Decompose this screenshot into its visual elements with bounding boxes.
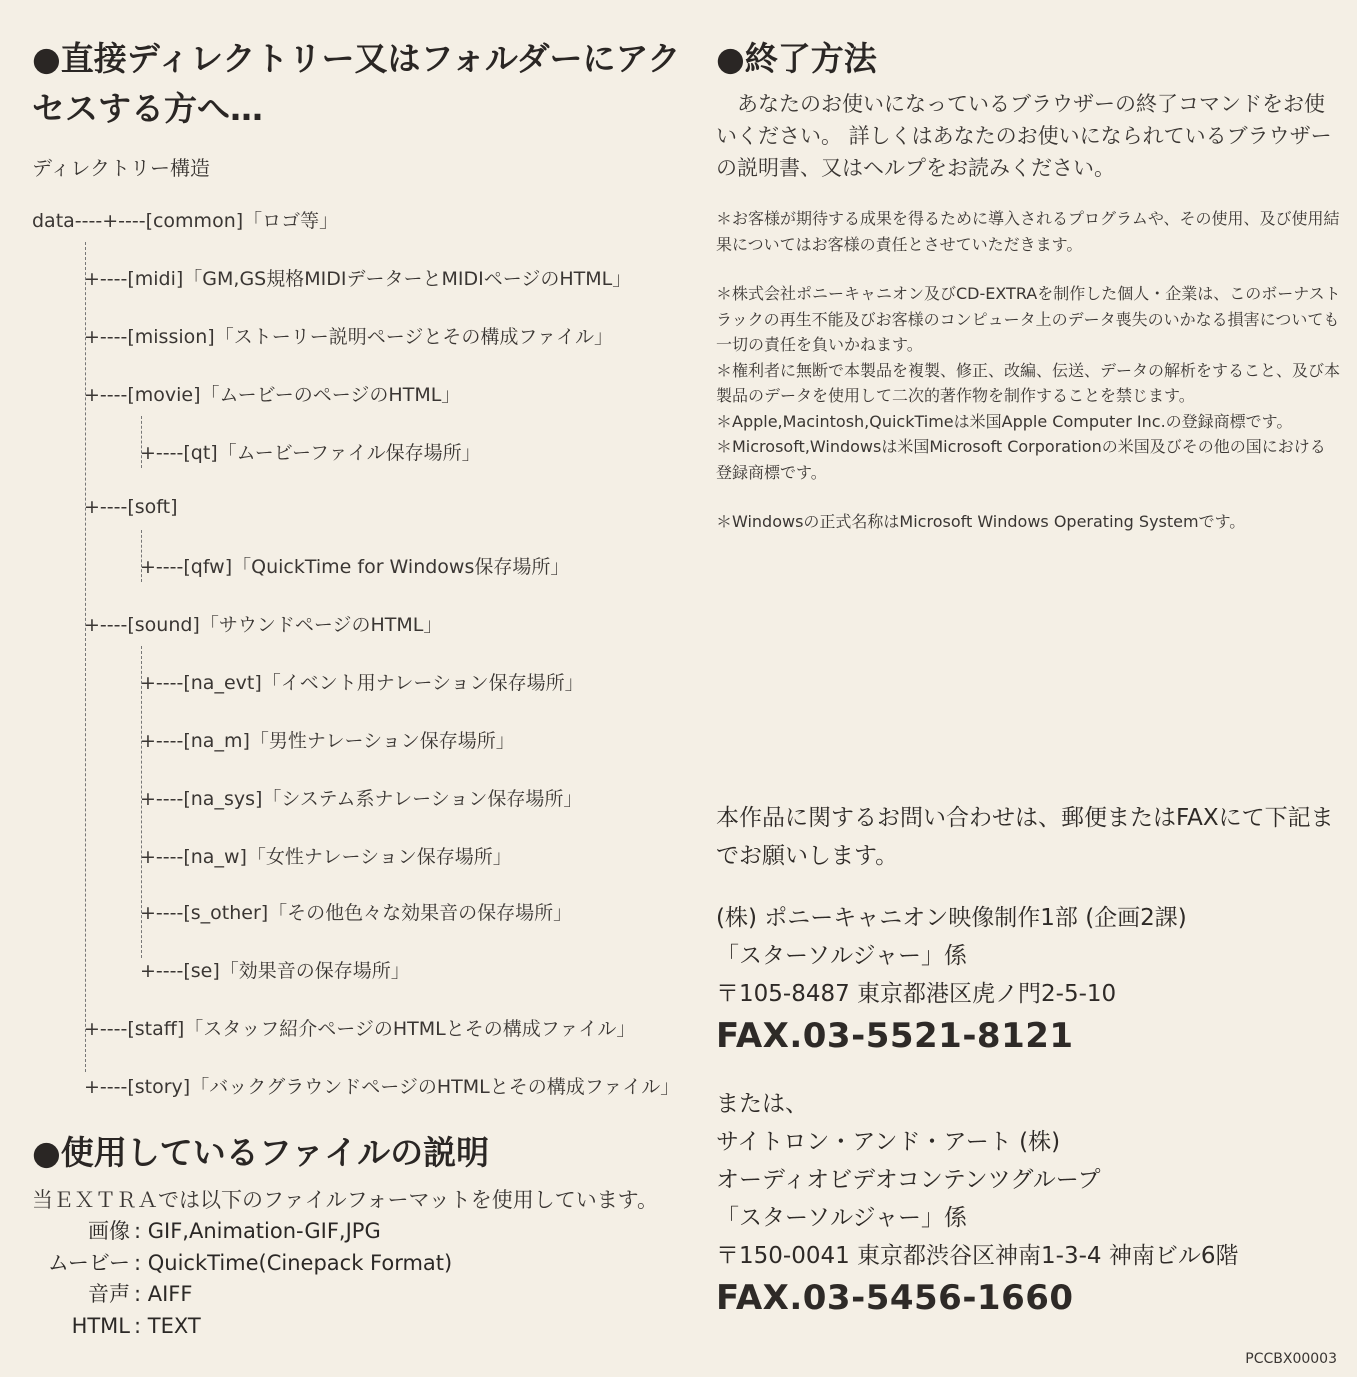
or-text: または、: [716, 1091, 808, 1117]
note-item: ＊Microsoft,Windowsは米国Microsoft Corporationの米国及びその他の国における登録商標です。: [716, 437, 1326, 482]
product-code: PCCBX00003: [1245, 1351, 1337, 1367]
note-gap: [716, 485, 1341, 509]
file-formats-heading: ●使用しているファイルの説明: [32, 1133, 490, 1172]
tree-item-s-other: +----[s_other]「その他色々な効果音の保存場所」: [140, 902, 573, 924]
note-gap: [716, 257, 1341, 281]
tree-item-story: +----[story]「バックグラウンドページのHTMLとその構成ファイル」: [84, 1076, 680, 1098]
right-column: [716, 34, 1341, 1318]
exit-method-text: あなたのお使いになっているブラウザーの終了コマンドをお使いください。 詳しくはあなたのお使いになられているブラウザーの説明書、又はヘルプをお読みください。: [716, 92, 1332, 180]
postal-address: 〒105-8487 東京都港区虎ノ門2-5-10: [716, 981, 1117, 1007]
contact-block-pony-canyon: [716, 899, 1341, 1059]
department: 「スターソルジャー」係: [716, 1205, 968, 1231]
contact-question: 本作品に関するお問い合わせは、郵便またはFAXにて下記までお願いします。: [716, 805, 1334, 869]
contact-block-scitron: [716, 1085, 1341, 1321]
note-item: ＊Apple,Macintosh,QuickTimeは米国Apple Computer Inc.の登録商標です。: [716, 411, 1293, 431]
tree-item-mission: +----[mission]「ストーリー説明ページとその構成ファイル」: [84, 326, 613, 348]
note-item: ＊株式会社ポニーキャニオン及びCD-EXTRAを制作した個人・企業は、このボーナストラックの再生不能及びお客様のコンピュータ上のデータ喪失のいかなる損害についても一切の責任を負いかねます。: [716, 284, 1341, 354]
file-formats-intro: 当ＥＸＴＲＡでは以下のファイルフォーマットを使用しています。: [32, 1188, 659, 1212]
exit-method-heading: ●終了方法: [716, 39, 877, 78]
format-row: [32, 1311, 658, 1343]
company-name: (株) ポニーキャニオン映像制作1部 (企画2課): [716, 905, 1187, 931]
disclaimer-notes: [716, 206, 1341, 535]
format-row: [32, 1248, 658, 1280]
directory-access-heading: ●直接ディレクトリー又はフォルダーにアクセスする方へ…: [32, 39, 681, 128]
format-value: : QuickTime(Cinepack Format): [134, 1250, 453, 1275]
format-label: 音声: [88, 1282, 130, 1306]
file-formats-list: [32, 1216, 658, 1342]
tree-item-common: data----+----[common]「ロゴ等」: [32, 210, 339, 232]
note-item: ＊権利者に無断で本製品を複製、修正、改編、伝送、データの解析をすること、及び本製品のデータを使用して二次的著作物を制作することを禁じます。: [716, 360, 1341, 405]
format-row: [32, 1279, 658, 1311]
tree-item-na-m: +----[na_m]「男性ナレーション保存場所」: [140, 730, 515, 752]
directory-tree: [32, 206, 692, 1106]
tree-item-soft: +----[soft]: [84, 496, 178, 518]
group-name: オーディオビデオコンテンツグループ: [716, 1167, 1101, 1193]
note-item: ＊お客様が期待する成果を得るために導入されるプログラムや、その使用、及び使用結果についてはお客様の責任とさせていただきます。: [716, 209, 1340, 254]
directory-structure-subtitle: ディレクトリー構造: [32, 156, 210, 180]
format-label: HTML: [71, 1313, 130, 1338]
fax-number: FAX.03-5456-1660: [716, 1278, 1074, 1318]
tree-connector-main: [85, 242, 86, 1072]
tree-item-qfw: +----[qfw]「QuickTime for Windows保存場所」: [140, 556, 570, 578]
format-value: : AIFF: [134, 1282, 193, 1306]
tree-item-midi: +----[midi]「GM,GS規格MIDIデーターとMIDIページのHTML」: [84, 268, 632, 290]
format-label: 画像: [88, 1219, 130, 1243]
tree-item-na-sys: +----[na_sys]「システム系ナレーション保存場所」: [140, 788, 583, 810]
format-label: ムービー: [47, 1250, 130, 1275]
tree-item-na-w: +----[na_w]「女性ナレーション保存場所」: [140, 846, 512, 868]
tree-item-qt: +----[qt]「ムービーファイル保存場所」: [140, 442, 481, 464]
fax-number: FAX.03-5521-8121: [716, 1016, 1074, 1056]
department: 「スターソルジャー」係: [716, 943, 968, 969]
format-row: [32, 1216, 658, 1248]
tree-item-se: +----[se]「効果音の保存場所」: [140, 960, 410, 982]
file-formats-section: [32, 1128, 658, 1342]
tree-item-movie: +----[movie]「ムービーのページのHTML」: [84, 384, 461, 406]
format-value: : TEXT: [134, 1313, 201, 1338]
tree-item-sound: +----[sound]「サウンドページのHTML」: [84, 614, 443, 636]
company-name: サイトロン・アンド・アート (株): [716, 1129, 1061, 1155]
tree-item-staff: +----[staff]「スタッフ紹介ページのHTMLとその構成ファイル」: [84, 1018, 636, 1040]
left-column: [32, 34, 682, 1338]
format-value: : GIF,Animation-GIF,JPG: [134, 1219, 381, 1243]
tree-item-na-evt: +----[na_evt]「イベント用ナレーション保存場所」: [140, 672, 584, 694]
postal-address: 〒150-0041 東京都渋谷区神南1-3-4 神南ビル6階: [716, 1243, 1239, 1269]
contact-section: [716, 799, 1341, 1321]
note-item: ＊Windowsの正式名称はMicrosoft Windows Operating Systemです。: [716, 512, 1246, 531]
